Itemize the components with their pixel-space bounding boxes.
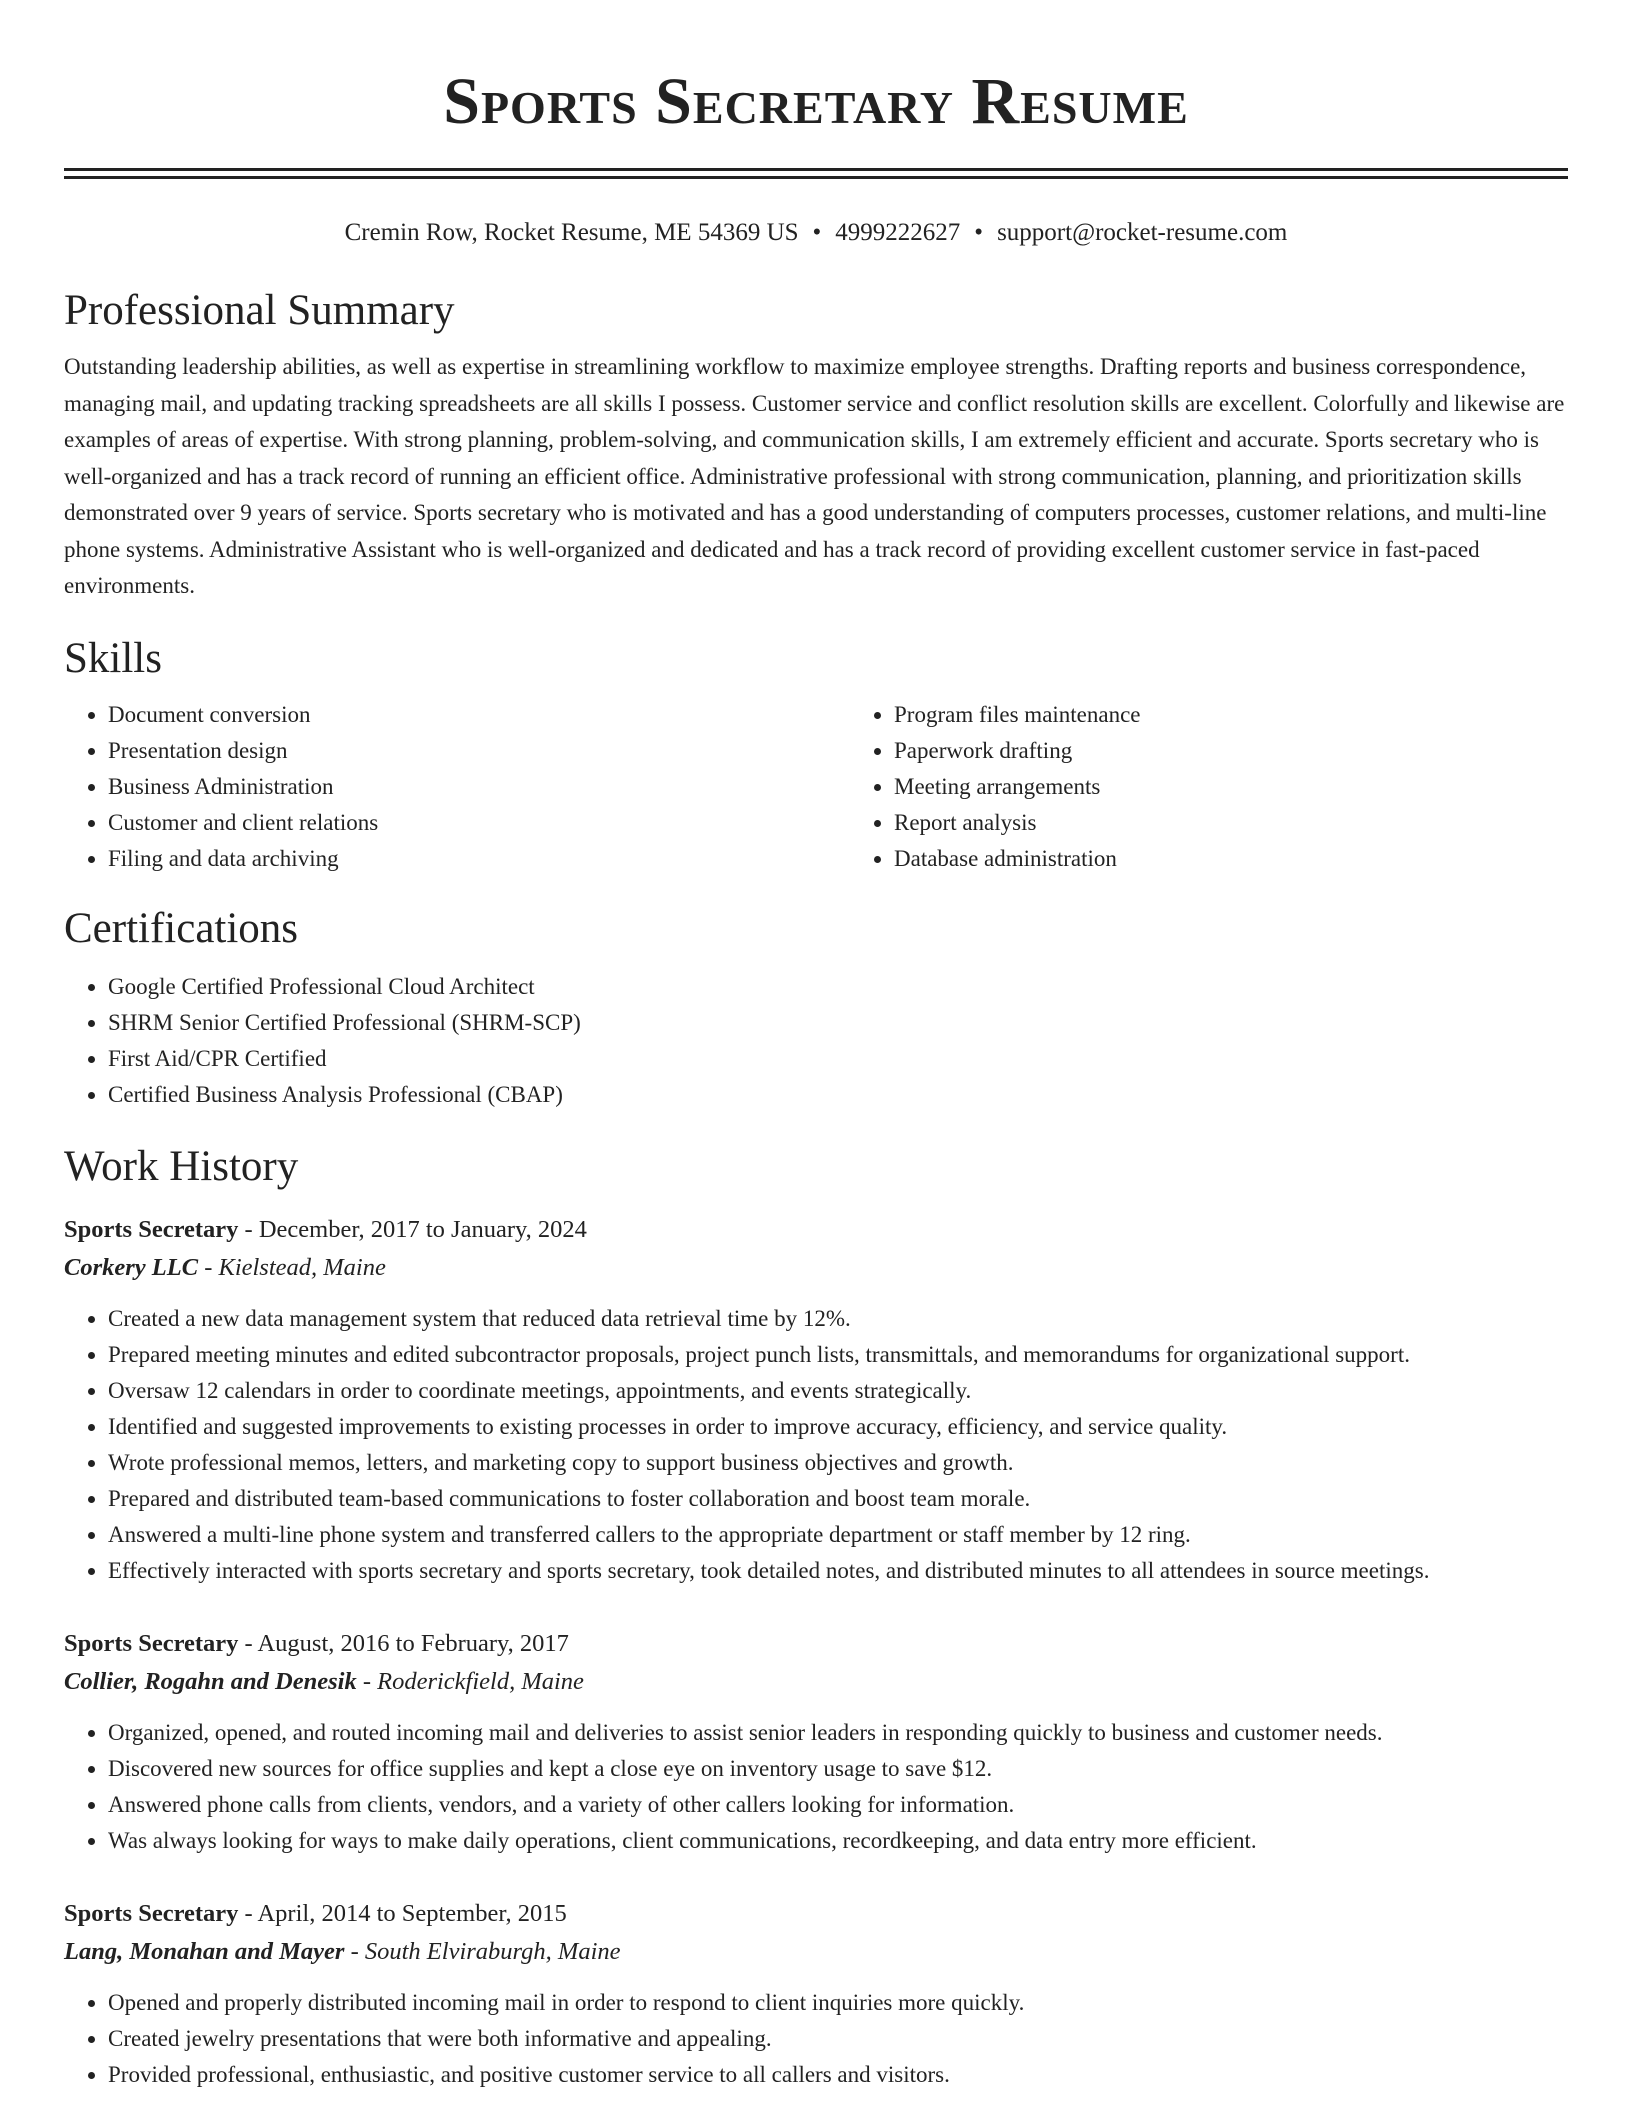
skills-list (64, 697, 1568, 877)
job-dates: - April, 2014 to September, 2015 (238, 1899, 567, 1927)
job-dates: - December, 2017 to January, 2024 (238, 1215, 587, 1243)
summary-text: Outstanding leadership abilities, as well as expertise in streamlining workflow to maximize employee strengths. Drafting reports and business correspondence, managing mail, and updating tracking spreadsheets are all skills I possess. Customer service and conflict resolution skills are excellent. Colorfully and likewise are examples of areas of expertise. With strong planning, problem-solving, and communication skills, I am extremely efficient and accurate. Sports secretary who is well-organized and has a track record of running an efficient office. Administrative professional with strong communication, planning, and prioritization skills demonstrated over 9 years of service. Sports secretary who is motivated and has a good understanding of computers processes, customer relations, and multi-line phone systems. Administrative Assistant who is well-organized and dedicated and has a track record of providing excellent customer service in fast-paced environments. (64, 354, 1565, 598)
skills-column-left (64, 697, 850, 877)
job-title-line (64, 1625, 1568, 1663)
job-bullets (64, 1301, 1568, 1589)
contact-separator: • (974, 219, 984, 246)
skill-item: • Business Administration (108, 769, 850, 805)
skills-column-right (850, 697, 1632, 877)
job-bullets (64, 1715, 1568, 1859)
job-bullet: • Was always looking for ways to make daily operations, client communications, recordkeeping, and data entry more efficient. (108, 1823, 1568, 1859)
job-bullet: • Oversaw 12 calendars in order to coordinate meetings, appointments, and events strategically. (108, 1373, 1568, 1409)
job-bullet: • Prepared meeting minutes and edited subcontractor proposals, project punch lists, transmittals, and memorandums for organizational support. (108, 1337, 1568, 1373)
job-entry (64, 1625, 1568, 1859)
resume-title: Sports Secretary Resume (443, 65, 1189, 138)
contact-separator: • (812, 219, 822, 246)
job-title: Sports Secretary (64, 1215, 239, 1243)
certifications-heading: Certifications (64, 904, 299, 952)
skill-item: • Presentation design (108, 733, 850, 769)
skill-item: • Report analysis (894, 805, 1632, 841)
job-bullet: • Prepared and distributed team-based communications to foster collaboration and boost team morale. (108, 1481, 1568, 1517)
work-history-heading: Work History (64, 1142, 299, 1190)
contact-phone: 4999222627 (835, 219, 961, 246)
certifications-list (64, 969, 1568, 1113)
job-company-line (64, 1933, 1568, 1971)
job-bullet: • Discovered new sources for office supplies and kept a close eye on inventory usage to save $12. (108, 1751, 1568, 1787)
contact-email: support@rocket-resume.com (997, 219, 1288, 246)
job-bullet: • Opened and properly distributed incoming mail in order to respond to client inquiries more quickly. (108, 1985, 1568, 2021)
job-bullet: • Answered phone calls from clients, vendors, and a variety of other callers looking for information. (108, 1787, 1568, 1823)
title-divider-top (64, 168, 1568, 171)
job-bullet: • Effectively interacted with sports secretary and sports secretary, took detailed notes, and distributed minutes to all attendees in source meetings. (108, 1553, 1568, 1589)
contact-line (64, 217, 1568, 249)
job-bullet: • Organized, opened, and routed incoming mail and deliveries to assist senior leaders in responding quickly to business and customer needs. (108, 1715, 1568, 1751)
job-title-line (64, 1895, 1568, 1933)
skill-item: • Program files maintenance (894, 697, 1632, 733)
certification-item: • SHRM Senior Certified Professional (SHRM-SCP) (108, 1005, 1568, 1041)
skill-item: • Database administration (894, 841, 1632, 877)
job-title-line (64, 1211, 1568, 1249)
certification-item: • Certified Business Analysis Professional (CBAP) (108, 1077, 1568, 1113)
skills-heading: Skills (64, 634, 162, 682)
job-company-line (64, 1663, 1568, 1701)
title-divider-bottom (64, 176, 1568, 179)
job-company: Corkery LLC (64, 1253, 199, 1281)
job-location: - Roderickfield, Maine (356, 1667, 584, 1695)
certification-item: • First Aid/CPR Certified (108, 1041, 1568, 1077)
job-bullet: • Provided professional, enthusiastic, and positive customer service to all callers and visitors. (108, 2057, 1568, 2093)
job-entry (64, 1895, 1568, 2093)
job-bullet: • Wrote professional memos, letters, and marketing copy to support business objectives and growth. (108, 1445, 1568, 1481)
job-company: Lang, Monahan and Mayer (64, 1937, 345, 1965)
certification-item: • Google Certified Professional Cloud Architect (108, 969, 1568, 1005)
skill-item: • Meeting arrangements (894, 769, 1632, 805)
job-bullet: • Created jewelry presentations that were both informative and appealing. (108, 2021, 1568, 2057)
job-location: - Kielstead, Maine (198, 1253, 386, 1281)
job-bullet: • Identified and suggested improvements to existing processes in order to improve accuracy, efficiency, and service quality. (108, 1409, 1568, 1445)
skill-item: • Filing and data archiving (108, 841, 850, 877)
job-title: Sports Secretary (64, 1629, 239, 1657)
job-bullets (64, 1985, 1568, 2093)
job-location: - South Elviraburgh, Maine (344, 1937, 621, 1965)
contact-address: Cremin Row, Rocket Resume, ME 54369 US (344, 219, 799, 246)
job-entry (64, 1211, 1568, 1589)
summary-heading: Professional Summary (64, 287, 455, 334)
job-bullet: • Created a new data management system that reduced data retrieval time by 12%. (108, 1301, 1568, 1337)
skill-item: • Customer and client relations (108, 805, 850, 841)
job-title: Sports Secretary (64, 1899, 239, 1927)
job-company-line (64, 1249, 1568, 1287)
job-dates: - August, 2016 to February, 2017 (238, 1629, 569, 1657)
job-bullet: • Answered a multi-line phone system and transferred callers to the appropriate department or staff member by 12 ring. (108, 1517, 1568, 1553)
skill-item: • Document conversion (108, 697, 850, 733)
job-company: Collier, Rogahn and Denesik (64, 1667, 357, 1695)
skill-item: • Paperwork drafting (894, 733, 1632, 769)
